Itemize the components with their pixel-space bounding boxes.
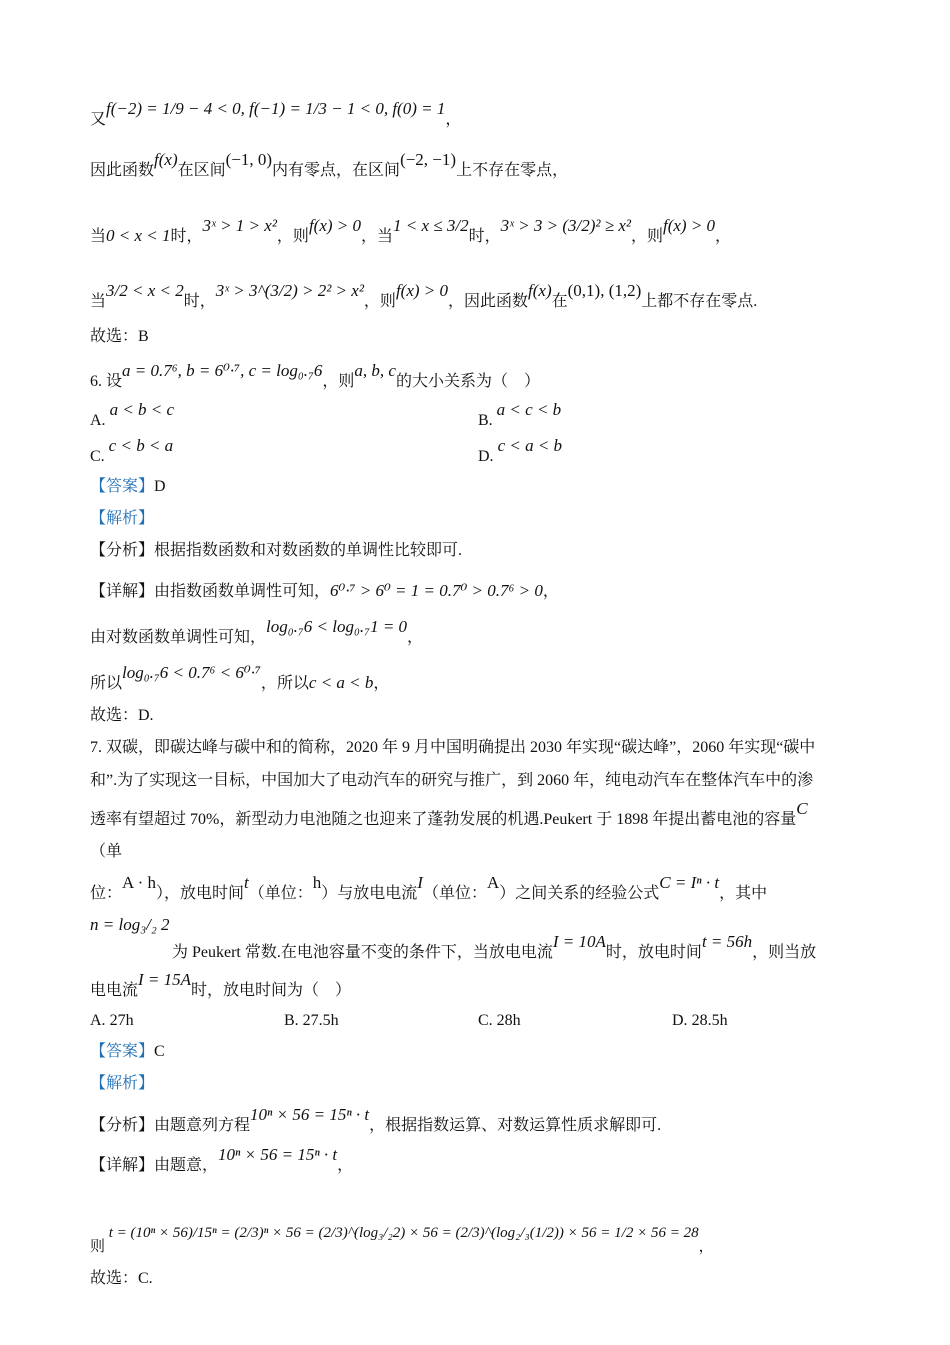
text: 的大小关系为（ ）: [395, 373, 540, 390]
math-inline: f(x) > 0: [662, 216, 716, 235]
math-inline: C = Iⁿ · t: [659, 873, 720, 892]
q7-fenxi: [90, 1105, 662, 1137]
option-text: 28.5h: [691, 1012, 728, 1029]
text: ，: [445, 111, 462, 128]
xiangjie-tag: 【详解】: [90, 583, 155, 600]
text: 在: [551, 293, 568, 310]
q6-conclusion: 故选：D.: [90, 707, 154, 724]
text: 由指数函数单调性可知，: [154, 583, 331, 600]
q7-stem-8: [90, 970, 352, 1002]
text: 由题意列方程: [154, 1117, 251, 1134]
math-inline: A: [486, 873, 500, 892]
text: 时，: [183, 293, 216, 310]
q6-fenxi: [90, 540, 462, 562]
math-inline: A · h: [122, 873, 157, 892]
option-label: D.: [672, 1012, 688, 1029]
option-label: B.: [284, 1012, 299, 1029]
text: ）与放电电流: [321, 885, 418, 902]
q6-stem: [90, 361, 540, 393]
text: 又: [90, 111, 107, 128]
text: ，: [407, 629, 424, 646]
q7-option-d: [672, 1012, 728, 1030]
q7-stem-4: （单: [90, 843, 123, 860]
p5-line2: [90, 150, 569, 182]
answer-value: C: [154, 1043, 165, 1060]
p5-conclusion: 故选：B: [90, 328, 149, 345]
math-inline: 3/2 < x < 2: [106, 281, 184, 300]
option-math: a < c < b: [496, 400, 562, 419]
answer-value: D: [154, 478, 166, 495]
option-label: C.: [478, 1012, 493, 1029]
math-inline: c < a < b: [308, 673, 374, 692]
q6-option-a: [90, 400, 175, 430]
q6-analysis-tag: 【解析】: [90, 510, 155, 527]
text: 根据指数函数和对数函数的单调性比较即可.: [154, 542, 463, 559]
q7-option-b: [284, 1012, 339, 1030]
option-label: B.: [478, 412, 493, 429]
math-inline: a, b, c: [354, 361, 396, 380]
text: 时，放电时间: [605, 944, 702, 961]
math-inline: n = log₃/₂ 2: [90, 915, 170, 934]
q7-answer: [90, 1041, 165, 1063]
math-inline: f(x): [528, 281, 552, 300]
text: 6. 设: [90, 373, 123, 390]
q6-option-b: [478, 400, 562, 430]
q7-stem-6: [90, 914, 170, 937]
math-inline: f(x) > 0: [395, 281, 448, 300]
text: ，则当放: [752, 944, 817, 961]
text: 当: [90, 293, 107, 310]
q7-conclusion: 故选：C.: [90, 1270, 153, 1287]
math-inline: (−2, −1): [400, 150, 457, 169]
math-inline: (0,1), (1,2): [567, 281, 642, 300]
q7-analysis-tag: 【解析】: [90, 1075, 155, 1092]
math-inline: 3ˣ > 3 > (3/2)² ≥ x²: [500, 216, 631, 235]
text: ，: [715, 228, 732, 245]
text: ）之间关系的经验公式: [499, 885, 660, 902]
text: 因此函数: [90, 162, 155, 179]
math-inline: a = 0.7⁶, b = 6⁰·⁷, c = log₀.₇6: [122, 361, 323, 380]
p5-line3: [90, 216, 732, 248]
text: （单位：: [248, 885, 313, 902]
text: 所以: [90, 675, 123, 692]
math-inline: 3ˣ > 3^(3/2) > 2² > x²: [215, 281, 364, 300]
text: 由对数函数单调性可知，: [90, 629, 267, 646]
q7-stem-1: 7. 双碳，即碳达峰与碳中和的简称，2020 年 9 月中国明确提出 2030 年实现“碳达峰”，2060 年实现“碳中: [90, 739, 816, 756]
math-inline: t = 56h: [701, 932, 753, 951]
option-math: c < b < a: [108, 436, 174, 455]
math-block: t = (10ⁿ × 56)/15ⁿ = (2/3)ⁿ × 56 = (2/3)^(log₃/₂2) × 56 = (2/3)^(log₂/₃(1/2)) × 56 = 1/2 × 56 = 28: [108, 1225, 699, 1241]
math-inline: 10ⁿ × 56 = 15ⁿ · t: [250, 1105, 370, 1124]
q6-answer: [90, 476, 166, 498]
q6-xiangjie-1: [90, 580, 559, 603]
math-inline: f(x): [154, 150, 178, 169]
text: 由题意，: [154, 1157, 219, 1174]
math-inline: t: [244, 873, 249, 892]
math-inline: I = 15A: [138, 970, 192, 989]
q6-option-c: [90, 436, 174, 466]
option-label: C.: [90, 448, 105, 465]
text: 时，: [170, 228, 203, 245]
text: ，所以: [260, 675, 309, 692]
text: ，则: [322, 373, 355, 390]
fenxi-tag: 【分析】: [90, 542, 155, 559]
math-inline: f(−2) = 1/9 − 4 < 0, f(−1) = 1/3 − 1 < 0, f(0) = 1: [106, 99, 446, 118]
math-inline: 0 < x < 1: [106, 226, 171, 245]
q7-xiangjie-2: [90, 1225, 714, 1258]
p5-line4: [90, 281, 758, 313]
text: ，当: [361, 228, 394, 245]
text: 透率有望超过 70%，新型动力电池随之也迎来了蓬勃发展的机遇.Peukert 于 1898 年提出蓄电池的容量: [90, 811, 797, 828]
text: ，: [698, 1239, 714, 1255]
text: ，: [542, 583, 559, 600]
math-inline: h: [312, 873, 322, 892]
text: ，: [373, 675, 390, 692]
q6-xiangjie-2: [90, 617, 424, 649]
text: 上不存在零点，: [456, 162, 569, 179]
q7-option-c: [478, 1012, 521, 1030]
fenxi-tag: 【分析】: [90, 1117, 155, 1134]
math-inline: 6⁰·⁷ > 6⁰ = 1 = 0.7⁰ > 0.7⁶ > 0: [330, 581, 543, 600]
math-inline: log₀.₇6 < log₀.₇1 = 0: [266, 617, 408, 636]
text: ），放电时间: [156, 885, 245, 902]
math-inline: 10ⁿ × 56 = 15ⁿ · t: [218, 1145, 338, 1164]
q7-stem-2: 和”.为了实现这一目标，中国加大了电动汽车的研究与推广，到 2060 年，纯电动汽车在整体汽车中的渗: [90, 772, 814, 789]
option-label: A.: [90, 1012, 106, 1029]
math-inline: f(x) > 0: [308, 216, 361, 235]
q6-option-d: [478, 436, 563, 466]
answer-tag: 【答案】: [90, 1043, 155, 1060]
p5-line1: [90, 99, 462, 131]
text: ，则: [630, 228, 663, 245]
text: ，: [337, 1157, 354, 1174]
text: （单位：: [422, 885, 487, 902]
math-inline: 3ˣ > 1 > x²: [202, 216, 277, 235]
text: ，因此函数: [448, 293, 529, 310]
text: 为 Peukert 常数.在电池容量不变的条件下，当放电电流: [172, 944, 553, 961]
option-label: A.: [90, 412, 106, 429]
text: 时，放电时间为（ ）: [191, 982, 352, 999]
option-label: D.: [478, 448, 494, 465]
option-text: 27.5h: [302, 1012, 339, 1029]
math-inline: (−1, 0): [225, 150, 273, 169]
option-math: a < b < c: [109, 400, 175, 419]
q7-stem-7: [172, 932, 817, 964]
math-inline: log₀.₇6 < 0.7⁶ < 6⁰·⁷: [122, 663, 261, 682]
option-text: 27h: [109, 1012, 134, 1029]
q7-stem-3: [90, 799, 808, 831]
math-inline: C: [796, 799, 808, 818]
text: ，根据指数运算、对数运算性质求解即可.: [369, 1117, 662, 1134]
option-text: 28h: [496, 1012, 521, 1029]
text: ，则: [363, 293, 396, 310]
math-inline: 1 < x ≤ 3/2: [393, 216, 469, 235]
q6-xiangjie-3: [90, 663, 390, 695]
q7-xiangjie-1: [90, 1145, 354, 1177]
math-inline: I: [417, 873, 423, 892]
answer-tag: 【答案】: [90, 478, 155, 495]
text: 上都不存在零点.: [641, 293, 758, 310]
xiangjie-tag: 【详解】: [90, 1157, 155, 1174]
option-math: c < a < b: [497, 436, 563, 455]
text: 当: [90, 228, 107, 245]
q7-stem-5: [90, 873, 768, 905]
math-inline: I = 10A: [552, 932, 606, 951]
text: 则: [90, 1239, 106, 1255]
text: ，其中: [719, 885, 768, 902]
q7-option-a: [90, 1012, 134, 1030]
text: 内有零点，在区间: [272, 162, 401, 179]
text: ，则: [276, 228, 309, 245]
text: 电电流: [90, 982, 139, 999]
text: 位：: [90, 885, 123, 902]
text: 在区间: [177, 162, 226, 179]
text: 时，: [468, 228, 501, 245]
